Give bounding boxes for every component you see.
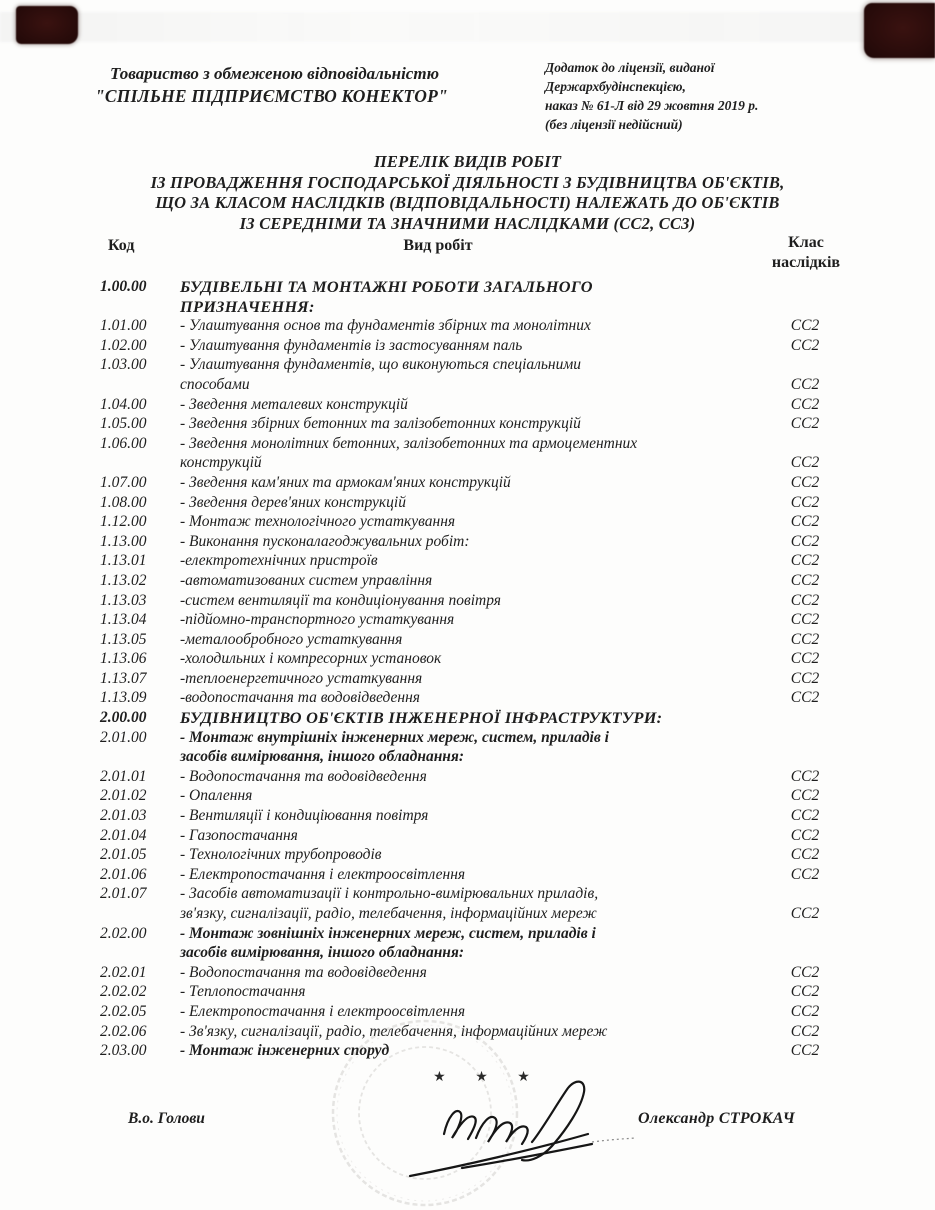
license-note-line: Держархбудінспекцією, <box>545 79 686 94</box>
table-row <box>100 865 840 885</box>
row-consequence-class: СС2 <box>790 1022 820 1040</box>
table-row <box>100 767 840 787</box>
row-consequence-class: СС2 <box>790 669 820 687</box>
company-name-line1: Товариство з обмеженою відповідальністю <box>110 64 439 83</box>
table-row <box>100 336 840 356</box>
row-description: -електротехнічних пристроїв <box>180 552 378 570</box>
row-consequence-class: СС2 <box>790 513 820 531</box>
row-code: 1.04.00 <box>100 395 147 413</box>
column-header-consequence-class: Клас наслідків <box>771 234 841 271</box>
table-row <box>100 669 840 689</box>
row-code: 2.02.01 <box>100 963 147 981</box>
row-code: 2.02.00 <box>100 924 147 942</box>
row-description: -теплоенергетичного устаткування <box>180 669 423 687</box>
row-consequence-class: СС2 <box>790 1042 820 1060</box>
row-code: 1.06.00 <box>100 434 147 452</box>
table-row <box>100 826 840 846</box>
row-consequence-class: СС2 <box>790 650 820 668</box>
row-consequence-class: СС2 <box>790 826 820 844</box>
table-row <box>100 551 840 571</box>
row-consequence-class: СС2 <box>790 963 820 981</box>
star-icon: ★ <box>475 1070 488 1085</box>
table-row <box>100 571 840 591</box>
document-title-line: ЩО ЗА КЛАСОМ НАСЛІДКІВ (ВІДПОВІДАЛЬНОСТІ) НАЛЕЖАТЬ ДО ОБ'ЄКТІВ <box>155 193 780 212</box>
company-name-line2: "СПІЛЬНЕ ПІДПРИЄМСТВО КОНЕКТОР" <box>95 86 448 106</box>
row-description: -холодильних і компресорних установок <box>180 650 442 668</box>
document-title <box>0 152 935 234</box>
table-row <box>100 688 840 708</box>
table-row <box>100 591 840 611</box>
row-description: - Монтаж зовнішніх інженерних мереж, систем, приладів і засобів вимірювання, іншого обладнання: <box>180 924 596 962</box>
row-code: 1.01.00 <box>100 317 147 335</box>
row-description: - Монтаж технологічного устаткування <box>180 513 456 531</box>
row-description: - Зведення дерев'яних конструкцій <box>180 493 406 511</box>
table-row <box>100 649 840 669</box>
row-description: - Улаштування основ та фундаментів збірних та монолітних <box>180 317 591 335</box>
table-row <box>100 806 840 826</box>
row-code: 1.05.00 <box>100 415 147 433</box>
row-code: 2.02.05 <box>100 1002 147 1020</box>
row-description: - Виконання пусконалагоджувальних робіт: <box>180 532 470 550</box>
row-code: 1.12.00 <box>100 513 147 531</box>
document-title-line: ІЗ СЕРЕДНІМИ ТА ЗНАЧНИМИ НАСЛІДКАМИ (СС2, СС3) <box>239 213 696 233</box>
row-description: - Вентиляції і кондиціювання повітря <box>180 807 429 825</box>
row-description: - Зв'язку, сигналізації, радіо, телебачення, інформаційних мереж <box>180 1022 608 1040</box>
row-description: - Улаштування фундаментів, що виконуються спеціальними способами <box>180 356 582 393</box>
row-description: - Газопостачання <box>180 826 298 844</box>
license-annex-note <box>545 58 875 134</box>
row-code: 2.03.00 <box>100 1042 147 1060</box>
document-title-line: ПЕРЕЛІК ВИДІВ РОБІТ <box>373 152 562 171</box>
table-row <box>100 884 840 923</box>
row-consequence-class: СС2 <box>790 454 820 472</box>
row-description: - Зведення збірних бетонних та залізобетонних конструкцій <box>180 415 581 433</box>
row-description: -підйомно-транспортного устаткування <box>180 611 455 629</box>
table-row <box>100 845 840 865</box>
row-consequence-class: СС2 <box>790 630 820 648</box>
table-row <box>100 924 840 963</box>
scan-noise-band <box>0 12 935 42</box>
table-row <box>100 708 840 728</box>
row-consequence-class: СС2 <box>790 395 820 413</box>
row-code: 2.02.06 <box>100 1022 147 1040</box>
table-row <box>100 728 840 767</box>
row-description: - Електропостачання і електроосвітлення <box>180 1002 466 1020</box>
row-code: 1.08.00 <box>100 493 147 511</box>
row-description: - Зведення монолітних бетонних, залізобетонних та армоцементних конструкцій <box>180 434 638 472</box>
row-description: -систем вентиляції та кондиціонування повітря <box>180 591 501 609</box>
row-consequence-class: СС2 <box>790 336 820 354</box>
row-consequence-class: СС2 <box>790 1002 820 1020</box>
row-code: 1.13.04 <box>100 611 147 629</box>
row-code: 1.00.00 <box>100 278 147 295</box>
row-code: 2.01.05 <box>100 846 147 864</box>
row-code: 2.00.00 <box>100 709 147 727</box>
table-row <box>100 610 840 630</box>
row-consequence-class: СС2 <box>790 807 820 825</box>
row-consequence-class: СС2 <box>790 611 820 629</box>
row-code: 1.13.00 <box>100 532 147 550</box>
row-consequence-class: СС2 <box>790 571 820 589</box>
table-row <box>100 316 840 336</box>
table-row <box>100 277 840 316</box>
row-code: 1.13.06 <box>100 650 147 668</box>
star-icon: ★ <box>433 1070 446 1085</box>
row-code: 1.13.03 <box>100 591 147 609</box>
row-description: - Зведення кам'яних та армокам'яних конструкцій <box>180 473 511 491</box>
row-consequence-class: СС2 <box>790 591 820 609</box>
row-code: 2.01.03 <box>100 807 147 825</box>
row-description: - Монтаж внутрішніх інженерних мереж, систем, приладів і засобів вимірювання, іншого обладнання: <box>180 728 609 766</box>
row-description: -металообробного устаткування <box>180 630 403 648</box>
scan-corner-artifact-right <box>864 3 935 58</box>
scan-corner-artifact-left <box>16 6 78 44</box>
row-consequence-class: СС2 <box>790 473 820 491</box>
row-description: - Технологічних трубопроводів <box>180 846 382 864</box>
signer-position: В.о. Голови <box>128 1110 205 1127</box>
row-code: 2.01.01 <box>100 767 147 785</box>
row-description: БУДІВНИЦТВО ОБ'ЄКТІВ ІНЖЕНЕРНОЇ ІНФРАСТРУКТУРИ: <box>180 708 663 728</box>
row-code: 2.01.07 <box>100 885 147 903</box>
column-header-work-type: Вид робіт <box>403 237 473 254</box>
row-consequence-class: СС2 <box>790 905 820 922</box>
table-row <box>100 395 840 415</box>
column-header-code: Код <box>108 237 135 254</box>
row-code: 2.02.02 <box>100 983 147 1001</box>
table-row <box>100 414 840 434</box>
row-consequence-class: СС2 <box>790 865 820 883</box>
star-icon: ★ <box>517 1070 530 1085</box>
row-consequence-class: СС2 <box>790 375 820 393</box>
table-row <box>100 963 840 983</box>
company-name-block <box>95 62 525 108</box>
license-note-line: Додаток до ліцензії, виданої <box>545 60 715 75</box>
row-consequence-class: СС2 <box>790 493 820 511</box>
row-consequence-class: СС2 <box>790 317 820 335</box>
table-row <box>100 532 840 552</box>
table-row <box>100 786 840 806</box>
row-code: 2.01.04 <box>100 826 147 844</box>
row-code: 1.03.00 <box>100 356 147 374</box>
row-consequence-class: СС2 <box>790 552 820 570</box>
row-code: 1.13.07 <box>100 669 147 687</box>
signer-name: Олександр СТРОКАЧ <box>638 1110 796 1127</box>
table-row <box>100 434 840 473</box>
table-row <box>100 493 840 513</box>
row-consequence-class: СС2 <box>790 767 820 785</box>
work-table <box>100 277 840 1061</box>
row-description: БУДІВЕЛЬНІ ТА МОНТАЖНІ РОБОТИ ЗАГАЛЬНОГО ПРИЗНАЧЕННЯ: <box>180 277 593 316</box>
row-consequence-class: СС2 <box>790 415 820 433</box>
row-code: 1.13.09 <box>100 689 147 707</box>
table-row <box>100 355 840 394</box>
row-consequence-class: СС2 <box>790 532 820 550</box>
row-consequence-class: СС2 <box>790 846 820 864</box>
row-description: - Теплопостачання <box>180 983 306 1001</box>
row-description: - Улаштування фундаментів із застосуванням паль <box>180 336 523 354</box>
table-row <box>100 512 840 532</box>
signature-image <box>392 1072 652 1187</box>
row-description: - Водопостачання та водовідведення <box>180 767 427 785</box>
row-code: 1.13.02 <box>100 571 147 589</box>
row-description: - Опалення <box>180 787 253 805</box>
row-description: - Зведення металевих конструкцій <box>180 395 408 413</box>
row-description: - Монтаж інженерних споруд <box>180 1042 390 1060</box>
row-code: 1.02.00 <box>100 336 147 354</box>
row-description: - Засобів автоматизації і контрольно-вимірювальних приладів, зв'язку, сигналізації, радіо, телебачення, інформаційних мереж <box>180 885 599 922</box>
license-note-line: (без ліцензії недійсний) <box>545 117 683 132</box>
row-description: - Електропостачання і електроосвітлення <box>180 865 466 883</box>
row-code: 1.07.00 <box>100 473 147 491</box>
row-code: 2.01.02 <box>100 787 147 805</box>
row-consequence-class: СС2 <box>790 689 820 707</box>
table-row <box>100 982 840 1002</box>
row-code: 2.01.00 <box>100 728 147 746</box>
row-code: 2.01.06 <box>100 865 147 883</box>
row-code: 1.13.01 <box>100 552 147 570</box>
table-row <box>100 473 840 493</box>
row-code: 1.13.05 <box>100 630 147 648</box>
row-description: - Водопостачання та водовідведення <box>180 963 427 981</box>
table-row <box>100 630 840 650</box>
row-consequence-class: СС2 <box>790 787 820 805</box>
row-description: -автоматизованих систем управління <box>180 571 433 589</box>
document-title-line: ІЗ ПРОВАДЖЕННЯ ГОСПОДАРСЬКОЇ ДІЯЛЬНОСТІ З БУДІВНИЦТВА ОБ'ЄКТІВ, <box>150 172 785 192</box>
row-consequence-class: СС2 <box>790 983 820 1001</box>
row-description: -водопостачання та водовідведення <box>180 689 420 707</box>
license-note-line: наказ № 61-Л від 29 жовтня 2019 р. <box>545 98 759 113</box>
